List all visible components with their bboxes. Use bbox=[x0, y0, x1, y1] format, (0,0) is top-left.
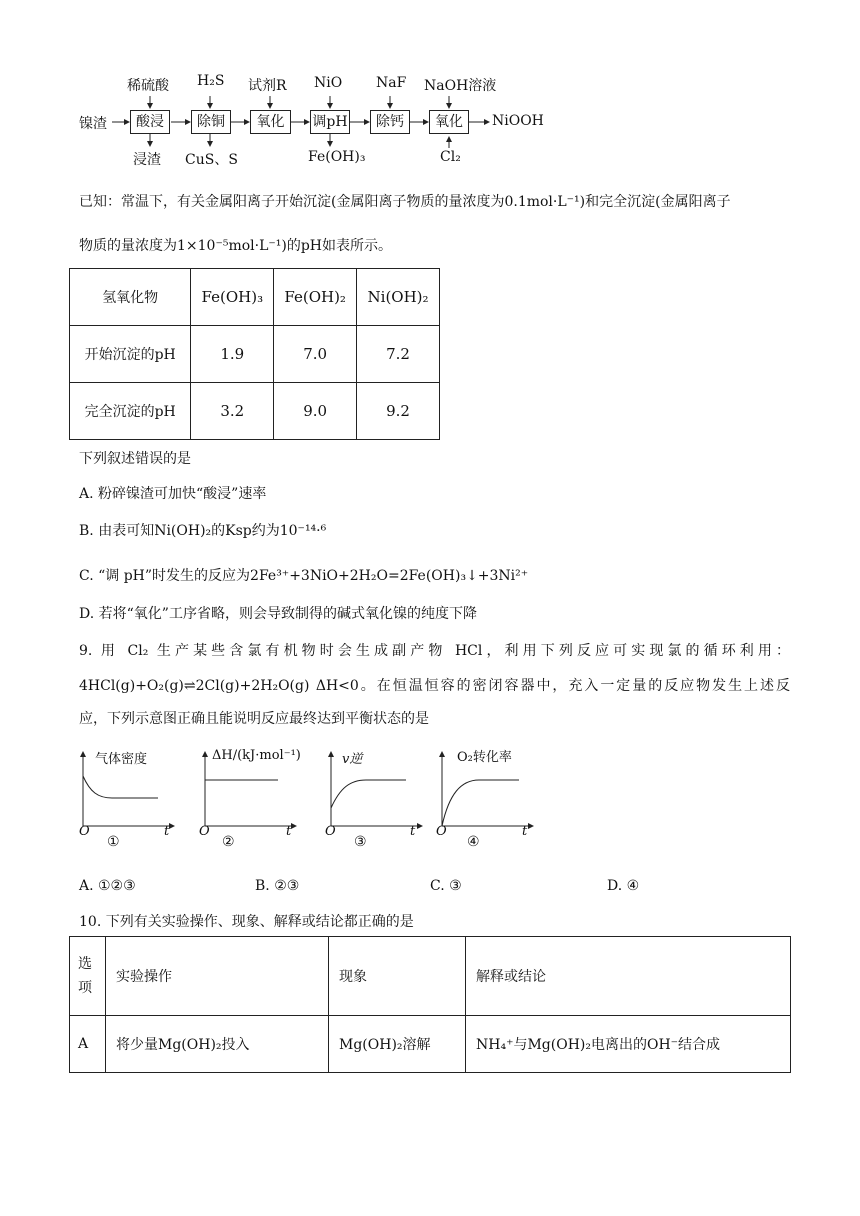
graph-reverse-rate bbox=[326, 748, 426, 834]
table-cell: 3.2 bbox=[191, 383, 274, 440]
graph-2-origin: O bbox=[199, 824, 210, 839]
table-cell: 7.2 bbox=[357, 326, 440, 383]
flow-input-1: 稀硫酸 bbox=[127, 78, 169, 94]
q9-option-a: A. ①②③ bbox=[79, 878, 136, 894]
flow-step-2: 除铜 bbox=[191, 110, 231, 134]
table-row-label: 完全沉淀的pH bbox=[70, 383, 191, 440]
flow-input-2: H₂S bbox=[197, 73, 225, 89]
table-row-label: 开始沉淀的pH bbox=[70, 326, 191, 383]
flow-output-3: Fe(OH)₃ bbox=[308, 149, 366, 165]
flow-output-1: 浸渣 bbox=[133, 152, 161, 168]
graph-2-t: t bbox=[286, 824, 292, 839]
table-cell: 9.2 bbox=[357, 383, 440, 440]
table-header-cell: 选项 bbox=[70, 937, 106, 1016]
graph-3-t: t bbox=[410, 824, 416, 839]
table-header-row bbox=[70, 269, 440, 326]
flow-step-6: 氧化 bbox=[429, 110, 469, 134]
flow-step-3: 氧化 bbox=[250, 110, 291, 134]
table-header-cell: 氢氧化物 bbox=[70, 269, 191, 326]
table-cell: NH₄⁺与Mg(OH)₂电离出的OH⁻结合成 bbox=[466, 1016, 791, 1073]
table-cell: 1.9 bbox=[191, 326, 274, 383]
table-header-cell: Ni(OH)₂ bbox=[357, 269, 440, 326]
table-cell: A bbox=[70, 1016, 106, 1073]
q8-option-d: D. 若将“氧化”工序省略，则会导致制得的碱式氧化镍的纯度下降 bbox=[79, 606, 477, 622]
q8-option-c: C. “调 pH”时发生的反应为2Fe³⁺+3NiO+2H₂O=2Fe(OH)₃↓+3Ni²⁺ bbox=[79, 568, 529, 584]
table-row bbox=[70, 326, 440, 383]
graph-3-ylabel: v逆 bbox=[342, 752, 363, 767]
flow-input-3: 试剂R bbox=[248, 78, 287, 94]
table-header-cell: Fe(OH)₃ bbox=[191, 269, 274, 326]
flow-input-4: NiO bbox=[314, 75, 343, 91]
graph-1-number: ① bbox=[107, 834, 120, 850]
graph-2-number: ② bbox=[222, 834, 235, 850]
table-header-row bbox=[70, 937, 791, 1016]
q10-stem: 10. 下列有关实验操作、现象、解释或结论都正确的是 bbox=[79, 914, 414, 930]
known-line-1: 已知：常温下，有关金属阳离子开始沉淀(金属阳离子物质的量浓度为0.1mol·L⁻¹)和完全沉淀(金属阳离子 bbox=[79, 194, 731, 210]
graph-4-t: t bbox=[522, 824, 528, 839]
precipitation-table bbox=[69, 268, 440, 440]
table-cell: 9.0 bbox=[274, 383, 357, 440]
q9-option-c: C. ③ bbox=[430, 878, 462, 894]
table-row bbox=[70, 383, 440, 440]
q9-option-d: D. ④ bbox=[607, 878, 640, 894]
table-cell: 将少量Mg(OH)₂投入 bbox=[106, 1016, 329, 1073]
q8-option-b: B. 由表可知Ni(OH)₂的Ksp约为10⁻¹⁴·⁶ bbox=[79, 523, 327, 539]
graph-1-origin: O bbox=[79, 824, 90, 839]
table-header-cell: Fe(OH)₂ bbox=[274, 269, 357, 326]
graph-4-origin: O bbox=[436, 824, 447, 839]
graph-3-origin: O bbox=[325, 824, 336, 839]
table-cell: Mg(OH)₂溶解 bbox=[329, 1016, 466, 1073]
flow-output-2: CuS、S bbox=[185, 152, 238, 168]
graph-1-ylabel: 气体密度 bbox=[95, 752, 148, 767]
flow-output-4: Cl₂ bbox=[440, 149, 461, 165]
graph-1-t: t bbox=[164, 824, 170, 839]
q9-line-1: 9. 用 Cl₂ 生产某些含氯有机物时会生成副产物 HCl，利用下列反应可实现氯的循环利用： bbox=[79, 643, 790, 659]
q9-option-b: B. ②③ bbox=[255, 878, 300, 894]
flow-step-1: 酸浸 bbox=[130, 110, 170, 134]
q8-stem: 下列叙述错误的是 bbox=[79, 451, 191, 467]
q9-line-2: 4HCl(g)+O₂(g)⇌2Cl(g)+2H₂O(g) ΔH<0。在恒温恒容的密闭容器中，充入一定量的反应物发生上述反 bbox=[79, 678, 790, 694]
q8-option-a: A. 粉碎镍渣可加快“酸浸”速率 bbox=[79, 486, 267, 502]
table-header-cell: 实验操作 bbox=[106, 937, 329, 1016]
graph-4-ylabel: O₂转化率 bbox=[457, 750, 512, 765]
q9-line-3: 应，下列示意图正确且能说明反应最终达到平衡状态的是 bbox=[79, 711, 429, 727]
graph-4-number: ④ bbox=[467, 834, 480, 850]
table-header-cell: 现象 bbox=[329, 937, 466, 1016]
table-header-cell: 解释或结论 bbox=[466, 937, 791, 1016]
flow-input-5: NaF bbox=[376, 75, 407, 91]
flow-step-5: 除钙 bbox=[370, 110, 410, 134]
table-row bbox=[70, 1016, 791, 1073]
known-line-2: 物质的量浓度为1×10⁻⁵mol·L⁻¹)的pH如表所示。 bbox=[79, 238, 393, 254]
flow-step-4: 调pH bbox=[310, 110, 350, 134]
graph-3-number: ③ bbox=[354, 834, 367, 850]
table-cell: 7.0 bbox=[274, 326, 357, 383]
flow-input-6: NaOH溶液 bbox=[424, 78, 497, 94]
flow-start: 镍渣 bbox=[79, 116, 107, 132]
flow-end: NiOOH bbox=[492, 113, 544, 129]
graph-2-ylabel: ΔH/(kJ·mol⁻¹) bbox=[212, 748, 301, 763]
experiment-table bbox=[69, 936, 791, 1073]
